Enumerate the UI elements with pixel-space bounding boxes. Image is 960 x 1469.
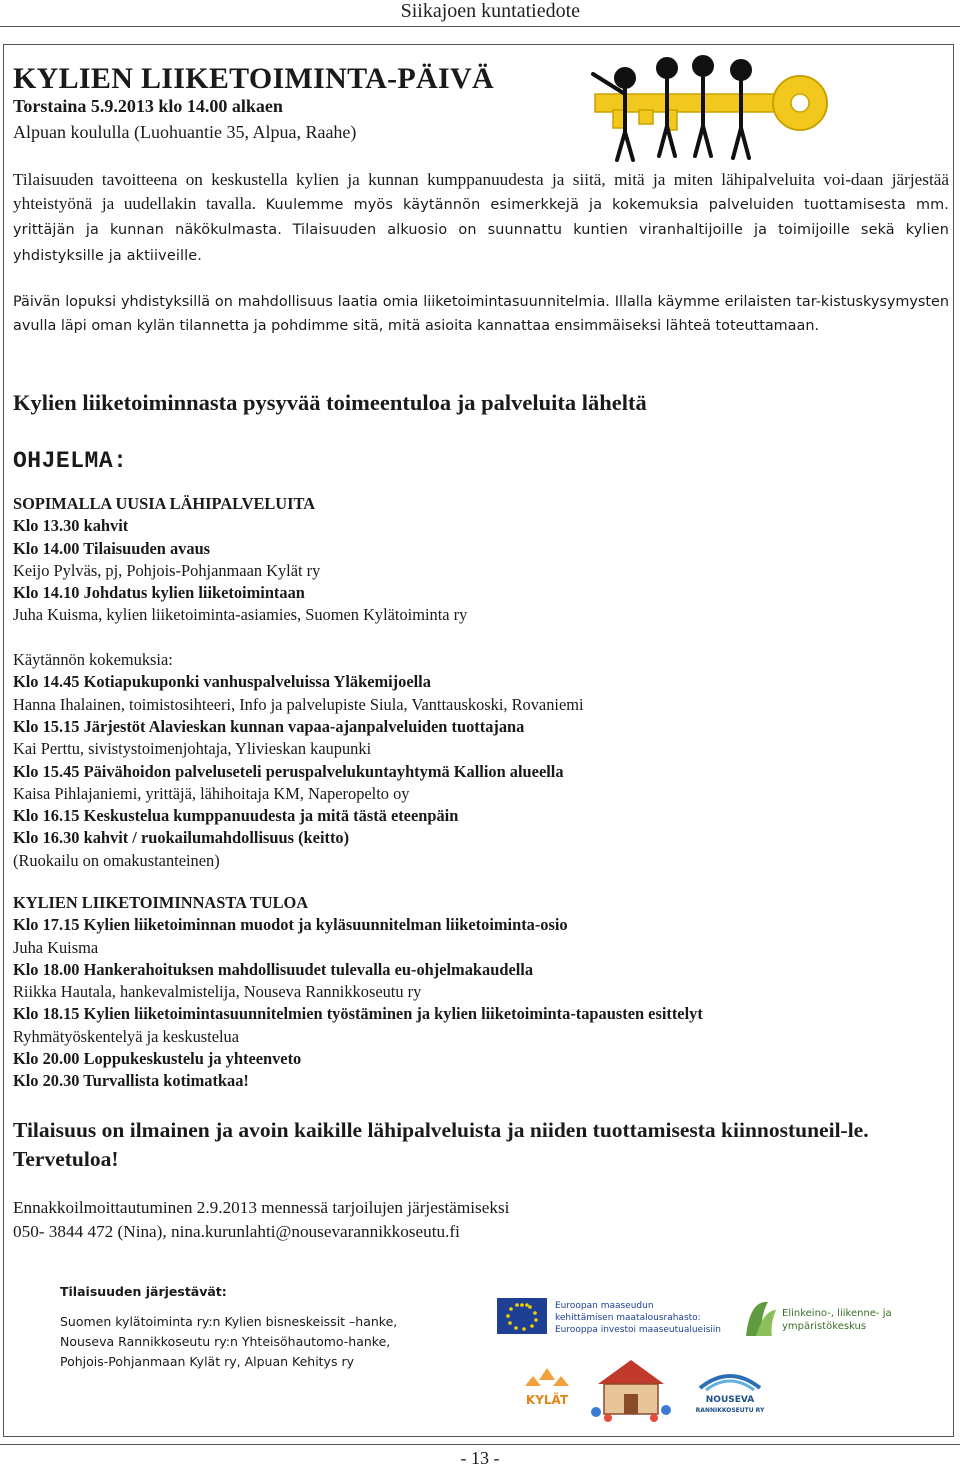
- page-header: [0, 0, 960, 28]
- subtitle: Kylien liiketoiminnasta pysyvää toimeentuloa ja palveluita läheltä: [13, 390, 647, 415]
- program-item: Klo 15.15 Järjestöt Alavieskan kunnan vapaa-ajanpalveluiden tuottajana: [13, 716, 525, 736]
- intro-paragraph: [13, 168, 949, 268]
- registration-info: [13, 1196, 509, 1244]
- program-speaker: Keijo Pylväs, pj, Pohjois-Pohjanmaan Kylät ry: [13, 560, 321, 580]
- eu-logo-text-3: Eurooppa investoi maaseutualueisiin: [555, 1325, 721, 1335]
- registration-contact: 050- 3844 472 (Nina), nina.kurunlahti@nousevarannikkoseutu.fi: [13, 1222, 460, 1241]
- program-speaker: Juha Kuisma: [13, 937, 99, 957]
- nouseva-rannikkoseutu-logo: [690, 1362, 770, 1414]
- ely-logo-text-2: ympäristökeskus: [782, 1321, 867, 1332]
- organizer-line: Pohjois-Pohjanmaan Kylät ry, Alpuan Kehitys ry: [60, 1354, 354, 1369]
- program-subheading: Käytännön kokemuksia:: [13, 650, 173, 670]
- ely-centre-logo: [742, 1296, 892, 1340]
- intro-text-a: Tilaisuuden tavoitteena on keskustella kylien ja kunnan kumppanuudesta ja siitä, mitä ja miten lähipalveluita voi-daan järjestää yhteistyönä ja uudellakin tavalla.: [13, 170, 949, 213]
- program-speaker: Juha Kuisma, kylien liiketoiminta-asiamies, Suomen Kylätoiminta ry: [13, 605, 468, 625]
- program-speaker: Hanna Ihalainen, toimistosihteeri, Info ja palvelupiste Siula, Vanttauskoski, Rovaniemi: [13, 694, 584, 714]
- page-number: - 13 -: [460, 1448, 500, 1468]
- program-item: Klo 16.15 Keskustelua kumppanuudesta ja mitä tästä eteenpäin: [13, 806, 459, 826]
- event-place: Alpuan koululla (Luohuantie 35, Alpua, Raahe): [13, 122, 357, 142]
- eu-logo-text-2: kehittämisen maatalousrahasto:: [555, 1313, 701, 1323]
- program-note: (Ruokailu on omakustanteinen): [13, 850, 220, 870]
- program-item: Klo 18.00 Hankerahoituksen mahdollisuudet tulevalla eu-ohjelmakaudella: [13, 959, 534, 979]
- program-item: Klo 17.15 Kylien liiketoiminnan muodot ja kyläsuunnitelman liiketoiminta-osio: [13, 915, 568, 935]
- intro-text-c: Tilaisuuden alkuosio on suunnattu kuntien viranhaltijoille ja toimijoille sekä kylien yhdistyksille ja aktiiveille.: [13, 222, 949, 264]
- program-section-heading: KYLIEN LIIKETOIMINNASTA TULOA: [13, 893, 309, 912]
- eu-logo-text-1: Euroopan maaseudun: [555, 1301, 654, 1311]
- program-item: Klo 14.45 Kotiapukuponki vanhuspalveluissa Yläkemijoella: [13, 672, 431, 692]
- evening-paragraph: Päivän lopuksi yhdistyksillä on mahdollisuus laatia omia liiketoimintasuunnitelmia. Illalla käymme erilaisten tar-kistuskysymysten avulla läpi oman kylän tilannetta ja pohdimme sitä, mitä asioita kannattaa ensimmäiseksi lähteä toteuttamaan.: [13, 294, 949, 334]
- nouseva-logo-text-1: NOUSEVA: [705, 1395, 755, 1405]
- eu-rural-fund-logo: [497, 1296, 721, 1338]
- key-people-illustration: [585, 52, 835, 164]
- organizers-title: Tilaisuuden järjestävät:: [60, 1284, 227, 1299]
- ely-logo-text-1: Elinkeino-, liikenne- ja: [782, 1308, 892, 1319]
- program-speaker: Riikka Hautala, hankevalmistelija, Nouseva Rannikkoseutu ry: [13, 982, 422, 1002]
- program-item: Klo 20.00 Loppukeskustelu ja yhteenveto: [13, 1049, 302, 1069]
- kylat-logo-text: KYLÄT: [525, 1393, 569, 1407]
- intro-text-b: Kuulemme myös käytännön esimerkkejä ja kokemuksia palveluiden tuottamisesta mm. yrittäjän ja kunnan näkökulmasta.: [13, 196, 950, 238]
- organizer-line: Nouseva Rannikkoseutu ry:n Yhteisöhautomo-hanke,: [60, 1334, 391, 1349]
- village-house-logo: [586, 1354, 676, 1422]
- header-rule: [0, 26, 960, 27]
- program-speaker: Ryhmätyöskentelyä ja keskustelua: [13, 1026, 240, 1046]
- organizers: [60, 1282, 397, 1372]
- program-item: Klo 13.30 kahvit: [13, 516, 129, 536]
- program-section-heading: SOPIMALLA UUSIA LÄHIPALVELUITA: [13, 494, 316, 513]
- program-part-2: [13, 892, 943, 1093]
- program-item: Klo 15.45 Päivähoidon palveluseteli peruspalvelukuntayhtymä Kallion alueella: [13, 761, 564, 781]
- nouseva-logo-text-2: RANNIKKOSEUTU RY: [695, 1407, 765, 1414]
- program-item: Klo 20.30 Turvallista kotimatkaa!: [13, 1071, 249, 1091]
- program-heading: OHJELMA:: [13, 448, 128, 474]
- header-title: Siikajoen kuntatiedote: [400, 0, 580, 22]
- registration-deadline: Ennakkoilmoittautuminen 2.9.2013 mennessä tarjoilujen järjestämiseksi: [13, 1198, 510, 1217]
- event-title: KYLIEN LIIKETOIMINTA-PÄIVÄ: [13, 62, 494, 95]
- event-date: Torstaina 5.9.2013 klo 14.00 alkaen: [13, 96, 283, 116]
- program-item: Klo 16.30 kahvit / ruokailumahdollisuus (keitto): [13, 828, 350, 848]
- kylat-logo: [517, 1356, 577, 1420]
- program-item: Klo 18.15 Kylien liiketoimintasuunnitelmien työstäminen ja kylien liiketoiminta-tapausten esittelyt: [13, 1004, 703, 1024]
- program-part-1: [13, 493, 943, 872]
- program-item: Klo 14.10 Johdatus kylien liiketoimintaan: [13, 583, 305, 603]
- program-speaker: Kai Perttu, sivistystoimenjohtaja, Ylivieskan kaupunki: [13, 739, 372, 759]
- program-item: Klo 14.00 Tilaisuuden avaus: [13, 538, 211, 558]
- organizer-line: Suomen kylätoiminta ry:n Kylien bisneskeissit –hanke,: [60, 1314, 398, 1329]
- program-speaker: Kaisa Pihlajaniemi, yrittäjä, lähihoitaja KM, Naperopelto oy: [13, 783, 410, 803]
- closing-statement: Tilaisuus on ilmainen ja avoin kaikille lähipalveluista ja niiden tuottamisesta kiinnostuneil-le. Tervetuloa!: [13, 1118, 869, 1171]
- footer-rule: [0, 1444, 960, 1445]
